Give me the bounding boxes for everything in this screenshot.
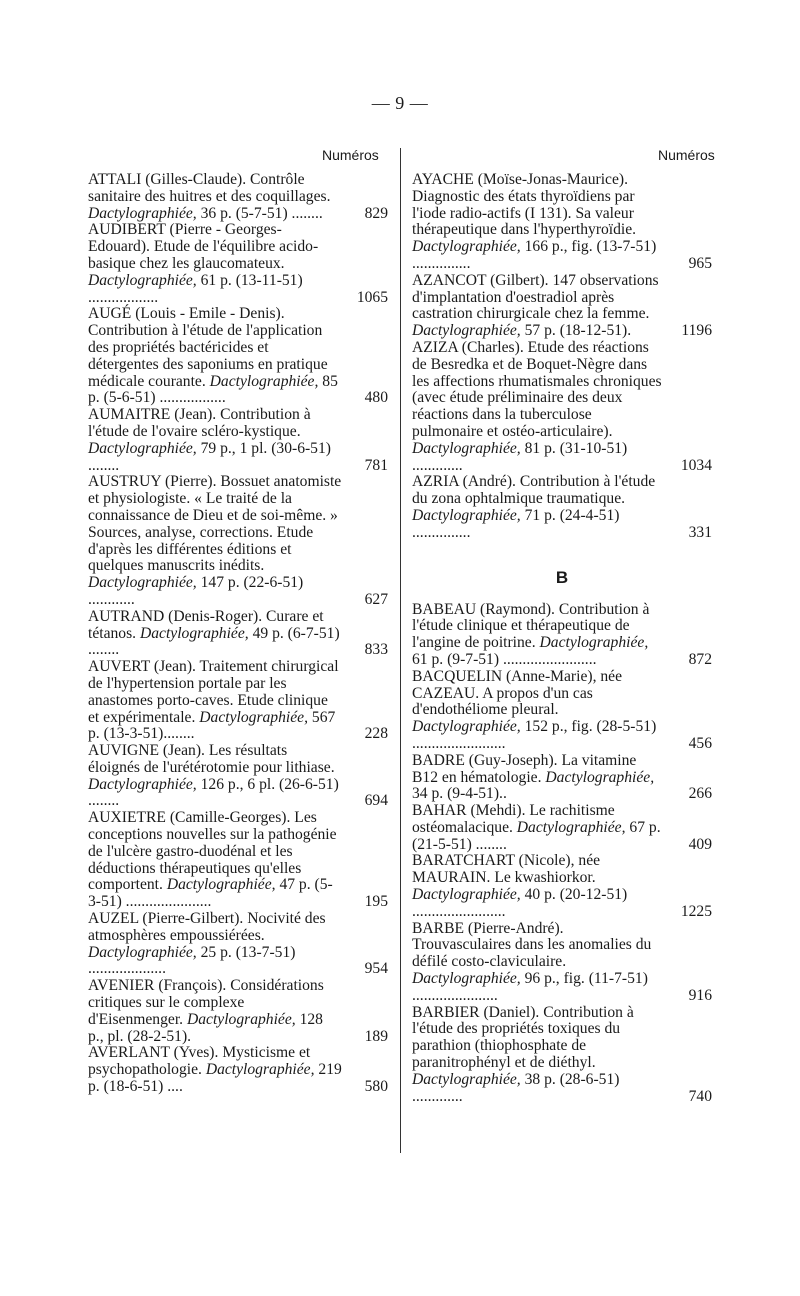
entry-author: AZANCOT (Gilbert). xyxy=(412,271,549,289)
entry-title: La vitamine B12 en hématologie. xyxy=(412,751,637,786)
entry-title: Considérations critiques sur le complexe d'Eisenmenger. xyxy=(88,977,324,1028)
entry-publication: Dactylographiée, xyxy=(412,970,521,988)
entry-title: Etude de l'équilibre acido-basique chez les glaucomateux. xyxy=(88,238,319,272)
entry-pages-date: 38 p. (28-6-51) ............. xyxy=(412,1070,620,1105)
entry-publication: Dactylographiée, xyxy=(412,886,521,904)
entry-number: 740 xyxy=(688,1087,712,1105)
left-column xyxy=(88,172,388,1096)
entry-pages-date: 219 p. (18-6-51) .... xyxy=(88,1061,342,1096)
index-entry xyxy=(88,659,388,743)
index-entry xyxy=(88,978,388,1045)
entry-number: 916 xyxy=(688,986,712,1004)
entry-title: Contribution à l'étude clinique et thérapeutique de l'angine de poitrine. xyxy=(412,600,650,652)
index-entry xyxy=(412,340,712,474)
entry-number: 266 xyxy=(688,785,712,803)
entry-author: AUSTRUY (Pierre). xyxy=(88,473,217,491)
entry-author: AUZEL (Pierre-Gilbert). xyxy=(88,910,244,928)
entry-pages-date: 152 p., fig. (28-5-51) ........................ xyxy=(412,718,657,752)
entry-title: Nocivité des atmosphères empoussiérées. xyxy=(88,910,326,944)
entry-pages-date: 126 p., 6 pl. (26-6-51) ........ xyxy=(88,775,339,810)
entry-number: 331 xyxy=(688,523,712,541)
entry-number: 829 xyxy=(364,204,388,222)
entry-number: 833 xyxy=(364,641,388,659)
index-entry xyxy=(412,474,712,541)
entry-author: AZIZA (Charles). xyxy=(412,338,524,356)
entry-publication: Dactylographiée, xyxy=(88,439,197,457)
index-entry xyxy=(412,753,712,803)
entry-pages-date: 85 p. (5-6-51) ................. xyxy=(88,372,338,407)
entry-publication: Dactylographiée, xyxy=(412,322,521,340)
entry-title: Contribution à l'étude du zona ophtalmique traumatique. xyxy=(412,473,656,508)
entry-title: Curare et tétanos. xyxy=(88,607,324,642)
entry-publication: Dactylographiée, xyxy=(412,439,521,457)
entry-title: Traitement chirurgical de l'hypertension portale par les anastomes porto-caves. Etude clinique et expérimentale. xyxy=(88,658,339,726)
index-entry xyxy=(412,803,712,853)
entry-title: Les résultats éloignés de l'urétérotomie pour lithiase. xyxy=(88,742,335,776)
entry-pages-date: 166 p., fig. (13-7-51) ............... xyxy=(412,238,657,272)
entry-title: 147 observations d'implantation d'oestradiol après castration chirurgicale chez la femme. xyxy=(412,271,659,323)
entry-title: Le kwashiorkor. xyxy=(494,869,596,887)
entry-number: 1225 xyxy=(680,902,712,920)
column-divider xyxy=(400,148,401,1153)
entry-publication: Dactylographiée, xyxy=(539,634,649,652)
entry-pages-date: 49 p. (6-7-51) ........ xyxy=(88,624,340,659)
entry-pages-date: 61 p. (9-7-51) ........................ xyxy=(412,650,597,668)
entry-title: Bossuet anatomiste et physiologiste. « Le traité de la connaissance de Dieu et de soi-même. » Sources, analyse, corrections. Etude d'après les différentes éditions et quelques manuscrits inédits. xyxy=(88,473,342,575)
index-entry xyxy=(412,853,712,920)
index-entry xyxy=(412,172,712,273)
entry-publication: Dactylographiée, xyxy=(199,708,308,726)
index-entry xyxy=(88,222,388,306)
index-entry xyxy=(88,474,388,608)
entry-author: AVERLANT (Yves). xyxy=(88,1044,219,1062)
entry-pages-date: 47 p. (5-3-51) ...................... xyxy=(88,876,333,911)
entry-title: Diagnostic des états thyroïdiens par l'iode radio-actifs (I 131). Sa valeur thérapeutique dans l'hyperthyroïdie. xyxy=(412,187,637,239)
index-entry xyxy=(412,669,712,753)
entry-publication: Dactylographiée, xyxy=(412,718,521,736)
index-entry xyxy=(412,602,712,669)
entry-number: 781 xyxy=(364,456,388,474)
entry-number: 627 xyxy=(364,590,388,608)
entry-pages-date: 25 p. (13-7-51) .................... xyxy=(88,943,296,978)
index-entry xyxy=(412,1005,712,1106)
entry-pages-date: 567 p. (13-3-51)........ xyxy=(88,708,336,743)
entry-title: Contribution à l'étude de l'application des propriétés bactéricides et détergentes des saponiums en pratique médicale courante. xyxy=(88,322,328,390)
entry-number: 694 xyxy=(364,792,388,810)
entry-author: AUTRAND (Denis-Roger). xyxy=(88,607,263,625)
entry-publication: Dactylographiée, xyxy=(209,372,319,390)
page-number: — 9 — xyxy=(371,93,429,113)
entries-section-b xyxy=(412,602,712,1106)
entry-author: BAHAR (Mehdi). xyxy=(412,802,526,820)
index-entry xyxy=(88,911,388,978)
entry-title: A propos d'un cas d'endothéliome pleural. xyxy=(412,684,593,719)
entry-author: AUVIGNE (Jean). xyxy=(88,742,205,760)
index-entry xyxy=(88,407,388,474)
entry-pages-date: 34 p. (9-4-51).. xyxy=(412,785,507,803)
entry-publication: Dactylographiée, xyxy=(545,768,655,786)
entry-number: 1196 xyxy=(681,322,712,340)
entry-number: 228 xyxy=(364,725,388,743)
entry-title: Le rachitisme ostéomalacique. xyxy=(412,802,615,836)
entry-pages-date: 79 p., 1 pl. (30-6-51) ........ xyxy=(88,439,331,474)
entry-title: Contrôle sanitaire des huitres et des coquillages. xyxy=(88,171,331,205)
entry-publication: Dactylographiée, xyxy=(88,271,197,289)
entry-pages-date: 36 p. (5-7-51) ........ xyxy=(200,204,323,222)
entry-publication: Dactylographiée, xyxy=(139,624,249,642)
entry-author: AUMAITRE (Jean). xyxy=(88,406,217,424)
entry-author: AUXIETRE (Camille-Georges). xyxy=(88,809,291,827)
index-entry xyxy=(88,609,388,659)
entry-publication: Dactylographiée, xyxy=(412,238,521,256)
column-header-right: Numéros xyxy=(658,147,715,163)
entry-number: 954 xyxy=(364,960,388,978)
entry-pages-date: 67 p. (21-5-51) ........ xyxy=(412,818,661,853)
entry-author: BARBE (Pierre-André). xyxy=(412,919,564,937)
entry-number: 580 xyxy=(364,1078,388,1096)
entry-author: AUGÉ (Louis - Emile - Denis). xyxy=(88,305,285,323)
right-column xyxy=(412,172,712,1105)
entry-author: AZRIA (André). xyxy=(412,473,516,491)
index-entry xyxy=(88,743,388,810)
entries-section-a xyxy=(412,172,712,542)
index-entry xyxy=(88,1045,388,1095)
entry-number: 1065 xyxy=(356,288,388,306)
entry-pages-date: 128 p., pl. (28-2-51). xyxy=(88,1010,323,1045)
entry-title: Les conceptions nouvelles sur la pathogénie de l'ulcère gastro-duodénal et les déductions thérapeutiques qu'elles comportent. xyxy=(88,809,337,894)
index-entry xyxy=(88,306,388,407)
entry-publication: Dactylographiée, xyxy=(88,943,197,961)
entry-author: AUVERT (Jean). xyxy=(88,658,196,676)
index-entry xyxy=(412,921,712,1005)
index-entry xyxy=(412,273,712,340)
entry-publication: Dactylographiée, xyxy=(186,1010,296,1028)
entry-author: BADRE (Guy-Joseph). xyxy=(412,751,558,769)
entry-title: Mysticisme et psychopathologie. xyxy=(88,1044,311,1079)
entry-author: ATTALI (Gilles-Claude). xyxy=(88,171,247,188)
entry-publication: Dactylographiée, xyxy=(88,775,197,793)
entry-author: BARBIER (Daniel). xyxy=(412,1003,540,1021)
entry-number: 409 xyxy=(688,835,712,853)
entry-number: 189 xyxy=(364,1027,388,1045)
entry-publication: Dactylographiée, xyxy=(412,506,521,524)
entry-number: 195 xyxy=(364,893,388,911)
section-letter-b: B xyxy=(555,567,569,587)
entry-title: Trouvasculaires dans les anomalies du défilé costo-claviculaire. xyxy=(412,936,652,971)
entry-publication: Dactylographiée, xyxy=(205,1061,315,1079)
entry-number: 965 xyxy=(688,254,712,272)
entry-author: AVENIER (François). xyxy=(88,977,227,995)
entry-publication: Dactylographiée, xyxy=(412,1070,521,1088)
entry-author: AUDIBERT (Pierre - Georges-Edouard). xyxy=(88,221,282,256)
entry-publication: Dactylographiée, xyxy=(166,876,276,894)
column-header-left: Numéros xyxy=(322,147,379,163)
entry-publication: Dactylographiée, xyxy=(88,574,197,592)
entry-title: Etude des réactions de Besredka et de Boquet-Nègre dans les affections rhumatismales chroniques (avec étude préliminaire des deux réactions dans la tuberculose pulmonaire et ostéo-articulaire). xyxy=(412,338,662,440)
index-entry xyxy=(88,810,388,911)
entry-pages-date: 147 p. (22-6-51) ............ xyxy=(88,574,304,608)
entry-pages-date: 61 p. (13-11-51) .................. xyxy=(88,271,303,306)
entry-title: Contribution à l'étude des propriétés toxiques du parathion (thiophosphate de paranitrophényl et de diéthyl. xyxy=(412,1003,634,1072)
entry-number: 480 xyxy=(364,389,388,407)
entry-pages-date: 81 p. (31-10-51) ............. xyxy=(412,439,628,474)
entry-author: BACQUELIN (Anne-Marie), née CAZEAU. xyxy=(412,667,623,702)
entry-publication: Dactylographiée, xyxy=(88,204,197,222)
entry-author: BABEAU (Raymond). xyxy=(412,600,555,618)
entry-publication: Dactylographiée, xyxy=(516,818,626,836)
entry-number: 872 xyxy=(688,650,712,668)
entry-pages-date: 96 p., fig. (11-7-51) ...................... xyxy=(412,970,648,1004)
entry-number: 1034 xyxy=(680,456,712,474)
index-entry xyxy=(88,172,388,222)
entry-pages-date: 57 p. (18-12-51). xyxy=(524,322,632,340)
entry-number: 456 xyxy=(688,734,712,752)
entry-pages-date: 71 p. (24-4-51) ............... xyxy=(412,506,620,541)
entry-pages-date: 40 p. (20-12-51) ........................ xyxy=(412,886,628,920)
entry-author: BARATCHART (Nicole), née MAURAIN. xyxy=(412,852,601,887)
entry-author: AYACHE (Moïse-Jonas-Maurice). xyxy=(412,171,628,188)
entry-title: Contribution à l'étude de l'ovaire scléro-kystique. xyxy=(88,406,311,440)
